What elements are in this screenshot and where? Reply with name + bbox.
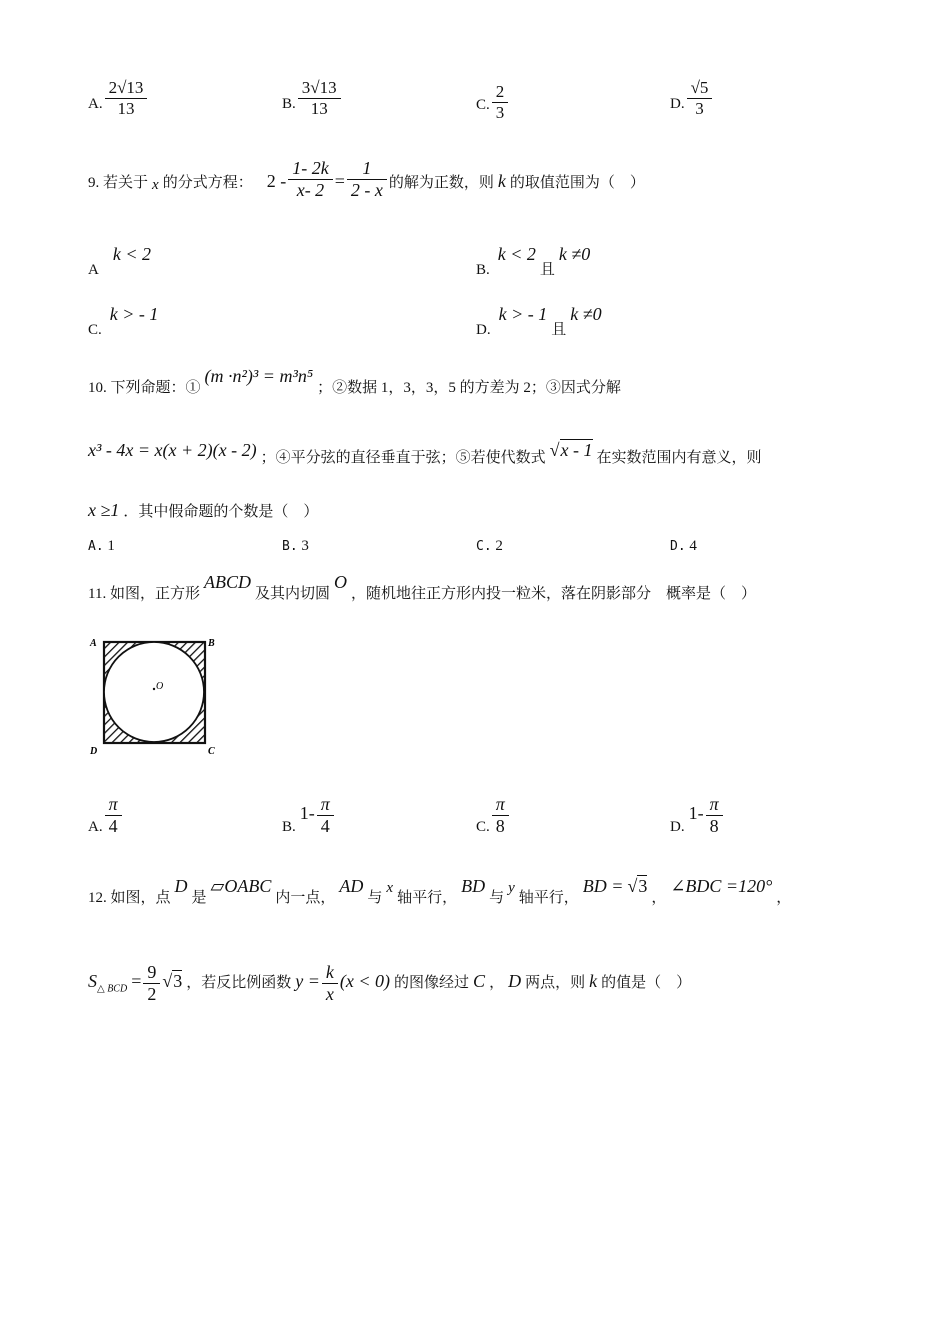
q10-stem-line1: 10. 下列命题：① (m ·n²)³ = m³n⁵ ；②数据 1，3，3，5 的方差为 2；③因式分解: [88, 366, 621, 396]
q8-c-denominator: 3: [492, 102, 509, 123]
q8-c-numerator: 2: [495, 82, 505, 101]
q10-option-d[interactable]: D. 4: [670, 538, 697, 554]
q9-option-b[interactable]: B. k < 2 且 k ≠0: [476, 244, 591, 278]
q11-option-a[interactable]: A. $\frac{\pi}{4}$: [88, 794, 120, 837]
q8-b-numerator: 3√13: [301, 78, 337, 97]
q10-stem-line2: x³ - 4x = x(x + 2)(x - 2) ；④平分弦的直径垂直于弦；⑤若使代数式 √x - 1 在实数范围内有意义，则: [88, 440, 762, 466]
q9-option-d[interactable]: D. k > - 1 且 k ≠0: [476, 304, 602, 338]
q12-stem-line2: $S_{\triangle BCD}$ = $\frac{9}{2}$ √3 ，若反比例函数 y = $\frac{k}{x}$ (x < 0) 的图像经过 C ， D 两点，则 k 的值是（ ）: [88, 962, 692, 1004]
label-b: B: [208, 638, 215, 649]
q10-sqrt-expr: √x - 1: [549, 440, 593, 460]
inscribed-circle: [104, 642, 204, 742]
label-o: O: [156, 681, 164, 692]
label-a: A: [90, 638, 97, 649]
q8-option-d[interactable]: D. $\frac{√5}{3}$: [670, 78, 710, 119]
q9-frac1-denominator: x- 2: [288, 179, 332, 201]
q10-option-c[interactable]: C. 2: [476, 538, 503, 554]
q8-b-denominator: 13: [298, 98, 341, 119]
q8-option-c[interactable]: C. $\frac{2}{3}$: [476, 82, 506, 123]
q9-frac1-numerator: 1- 2k: [292, 158, 329, 178]
q11-stem: 11. 如图，正方形 ABCD 及其内切圆 O ，随机地往正方形内投一粒米，落在阴影部分 概率是（ ）: [88, 572, 756, 602]
q8-option-b[interactable]: B. $\frac{3√13}{13}$: [282, 78, 339, 119]
q10-option-b[interactable]: B. 3: [282, 538, 309, 554]
q11-option-d[interactable]: D. 1- $\frac{\pi}{8}$: [670, 794, 721, 837]
center-point: [153, 688, 155, 690]
q9-stem: 9. 若关于 x 的分式方程： 2 - $\frac{1- 2k}{x- 2}$ = $\frac{1}{2 - x}$ 的解为正数，则 k 的取值范围为（ ）: [88, 158, 645, 200]
q9-frac2-numerator: 1: [362, 158, 372, 178]
q10-option-a[interactable]: A. 1: [88, 538, 115, 554]
q11-option-c[interactable]: C. $\frac{\pi}{8}$: [476, 794, 507, 837]
q9-option-a[interactable]: A k < 2: [88, 244, 151, 278]
q12-stem-line1: 12. 如图，点 D 是 ▱OABC 内一点， AD 与 x 轴平行， BD 与 y 轴平行， BD = √3 ， ∠BDC =120° ，: [88, 876, 792, 906]
q8-d-denominator: 3: [687, 98, 713, 119]
q8-a-denominator: 13: [105, 98, 148, 119]
q8-a-numerator: 2√13: [108, 78, 144, 97]
parallelogram-symbol: ▱OABC: [210, 876, 272, 896]
q11-figure: [86, 632, 226, 762]
q9-frac2-denominator: 2 - x: [347, 179, 387, 201]
q8-option-a[interactable]: A. $\frac{2√13}{13}$: [88, 78, 145, 119]
q8-d-numerator: √5: [690, 78, 709, 97]
label-d: D: [90, 746, 98, 757]
q10-stem-line3: x ≥1 ．其中假命题的个数是（ ）: [88, 500, 319, 520]
q11-option-b[interactable]: B. 1- $\frac{\pi}{4}$: [282, 794, 332, 837]
label-c: C: [208, 746, 215, 757]
q9-option-c[interactable]: C. k > - 1: [88, 304, 159, 338]
